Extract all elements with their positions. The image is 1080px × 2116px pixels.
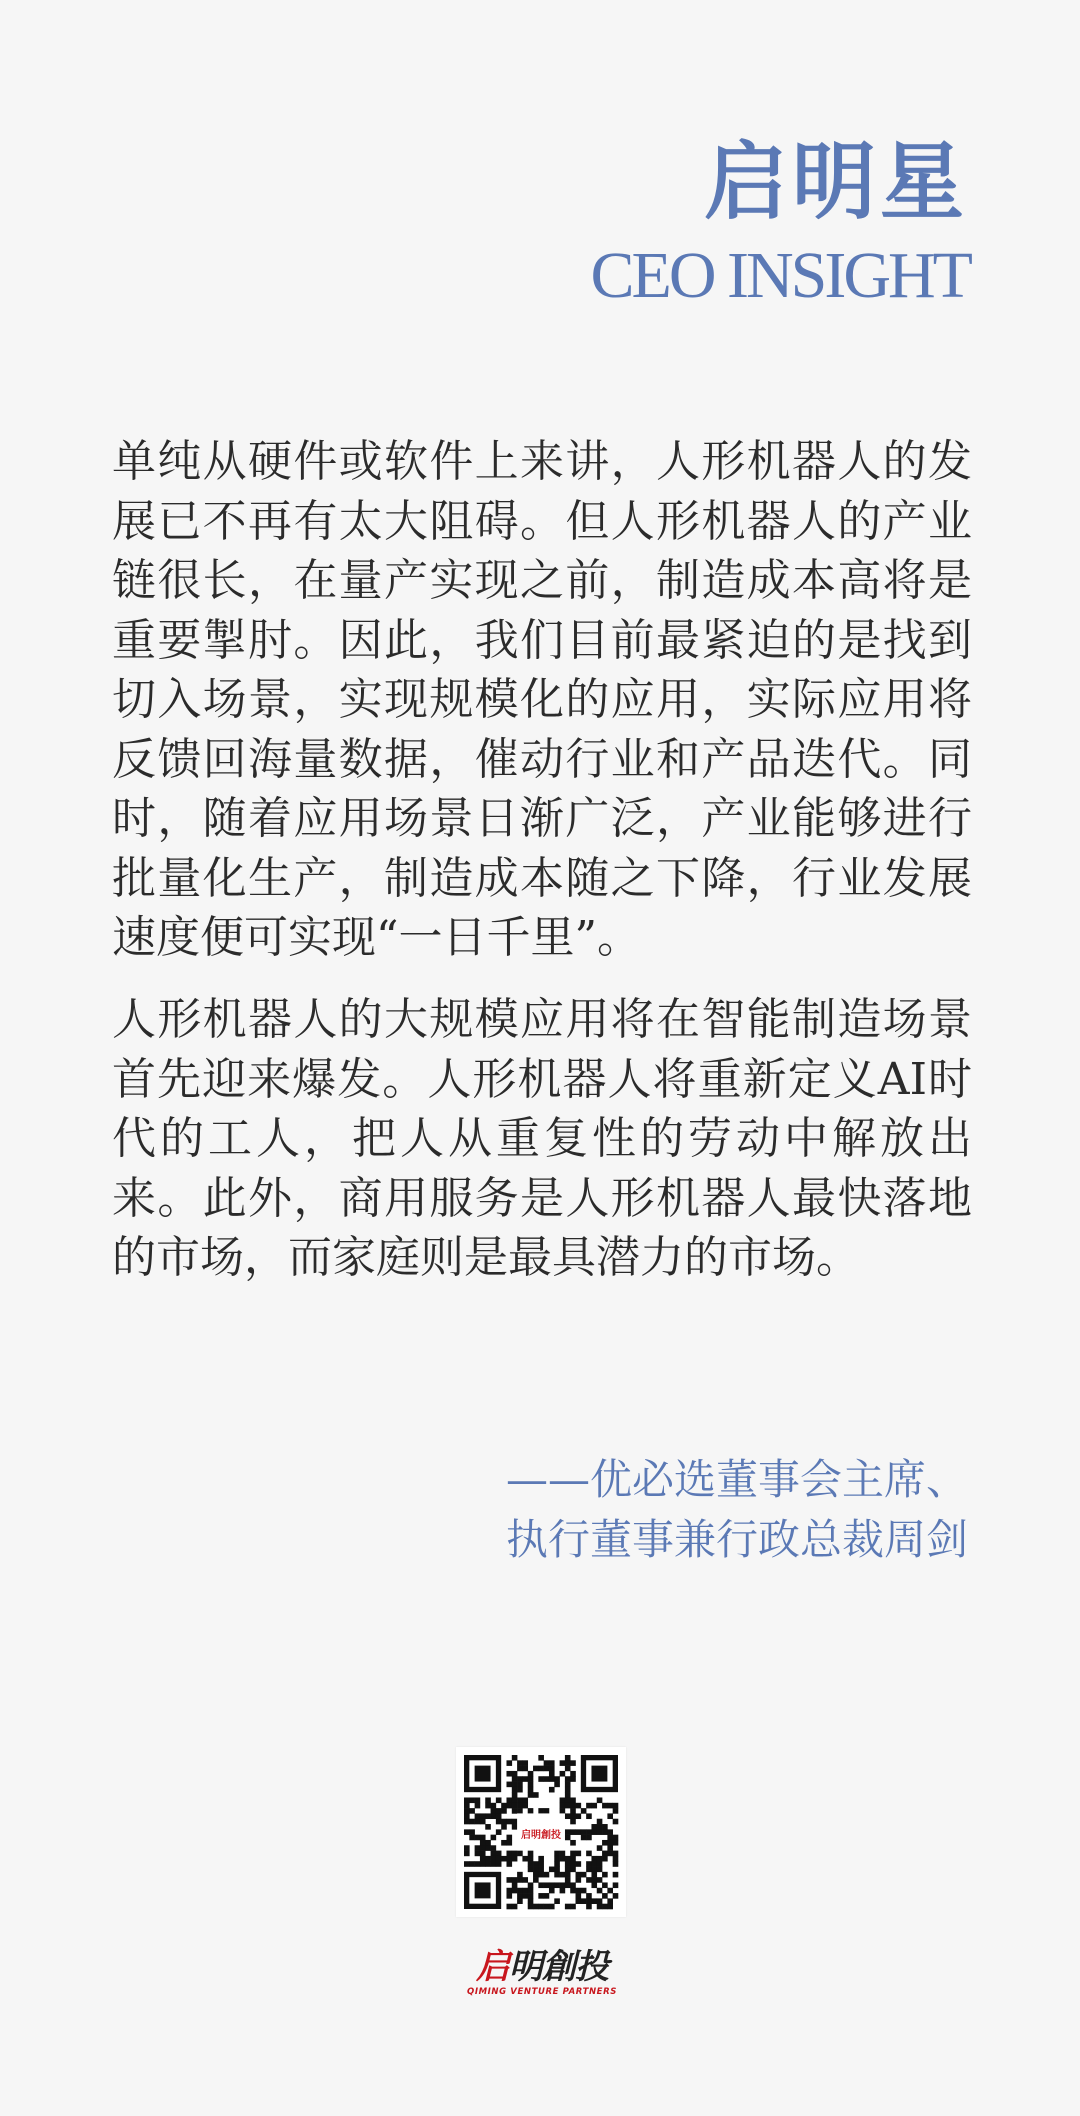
brand-logo-red-part: 启 xyxy=(476,1947,509,1987)
brand-logo-subtitle: QIMING VENTURE PARTNERS xyxy=(467,1987,617,1997)
page-title: 启明星 xyxy=(703,132,968,231)
attribution-line-2: 执行董事兼行政总裁周剑 xyxy=(505,1515,968,1564)
brand-logo-mark xyxy=(462,1947,622,1987)
quote-attribution xyxy=(506,1450,968,1570)
page-subtitle: CEO INSIGHT xyxy=(590,239,970,312)
brand-logo-dark-part: 明創投 xyxy=(509,1947,608,1987)
quote-paragraph-1: 单纯从硬件或软件上来讲，人形机器人的发展已不再有太大阻碍。但人形机器人的产业链很长，在量产实现之前，制造成本高将是重要掣肘。因此，我们目前最紧迫的是找到切入场景，实现规模化的应用，实际应用将反馈回海量数据，催动行业和产品迭代。同时，随着应用场景日渐广泛，产业能够进行批量化生产，制造成本随之下降，行业发展速度便可实现“一日千里”。 xyxy=(112,436,972,963)
quote-paragraph-2: 人形机器人的大规模应用将在智能制造场景首先迎来爆发。人形机器人将重新定义AI时代的工人，把人从重复性的劳动中解放出来。此外，商用服务是人形机器人最快落地的市场，而家庭则是最具潜力的市场。 xyxy=(112,994,972,1283)
qr-center-logo: 启明創投 xyxy=(521,1829,561,1841)
brand-logo xyxy=(462,1947,622,1997)
attribution-line-1: ——优必选董事会主席、 xyxy=(505,1455,968,1504)
qr-code-icon xyxy=(456,1747,626,1917)
qr-code[interactable] xyxy=(456,1747,626,1917)
